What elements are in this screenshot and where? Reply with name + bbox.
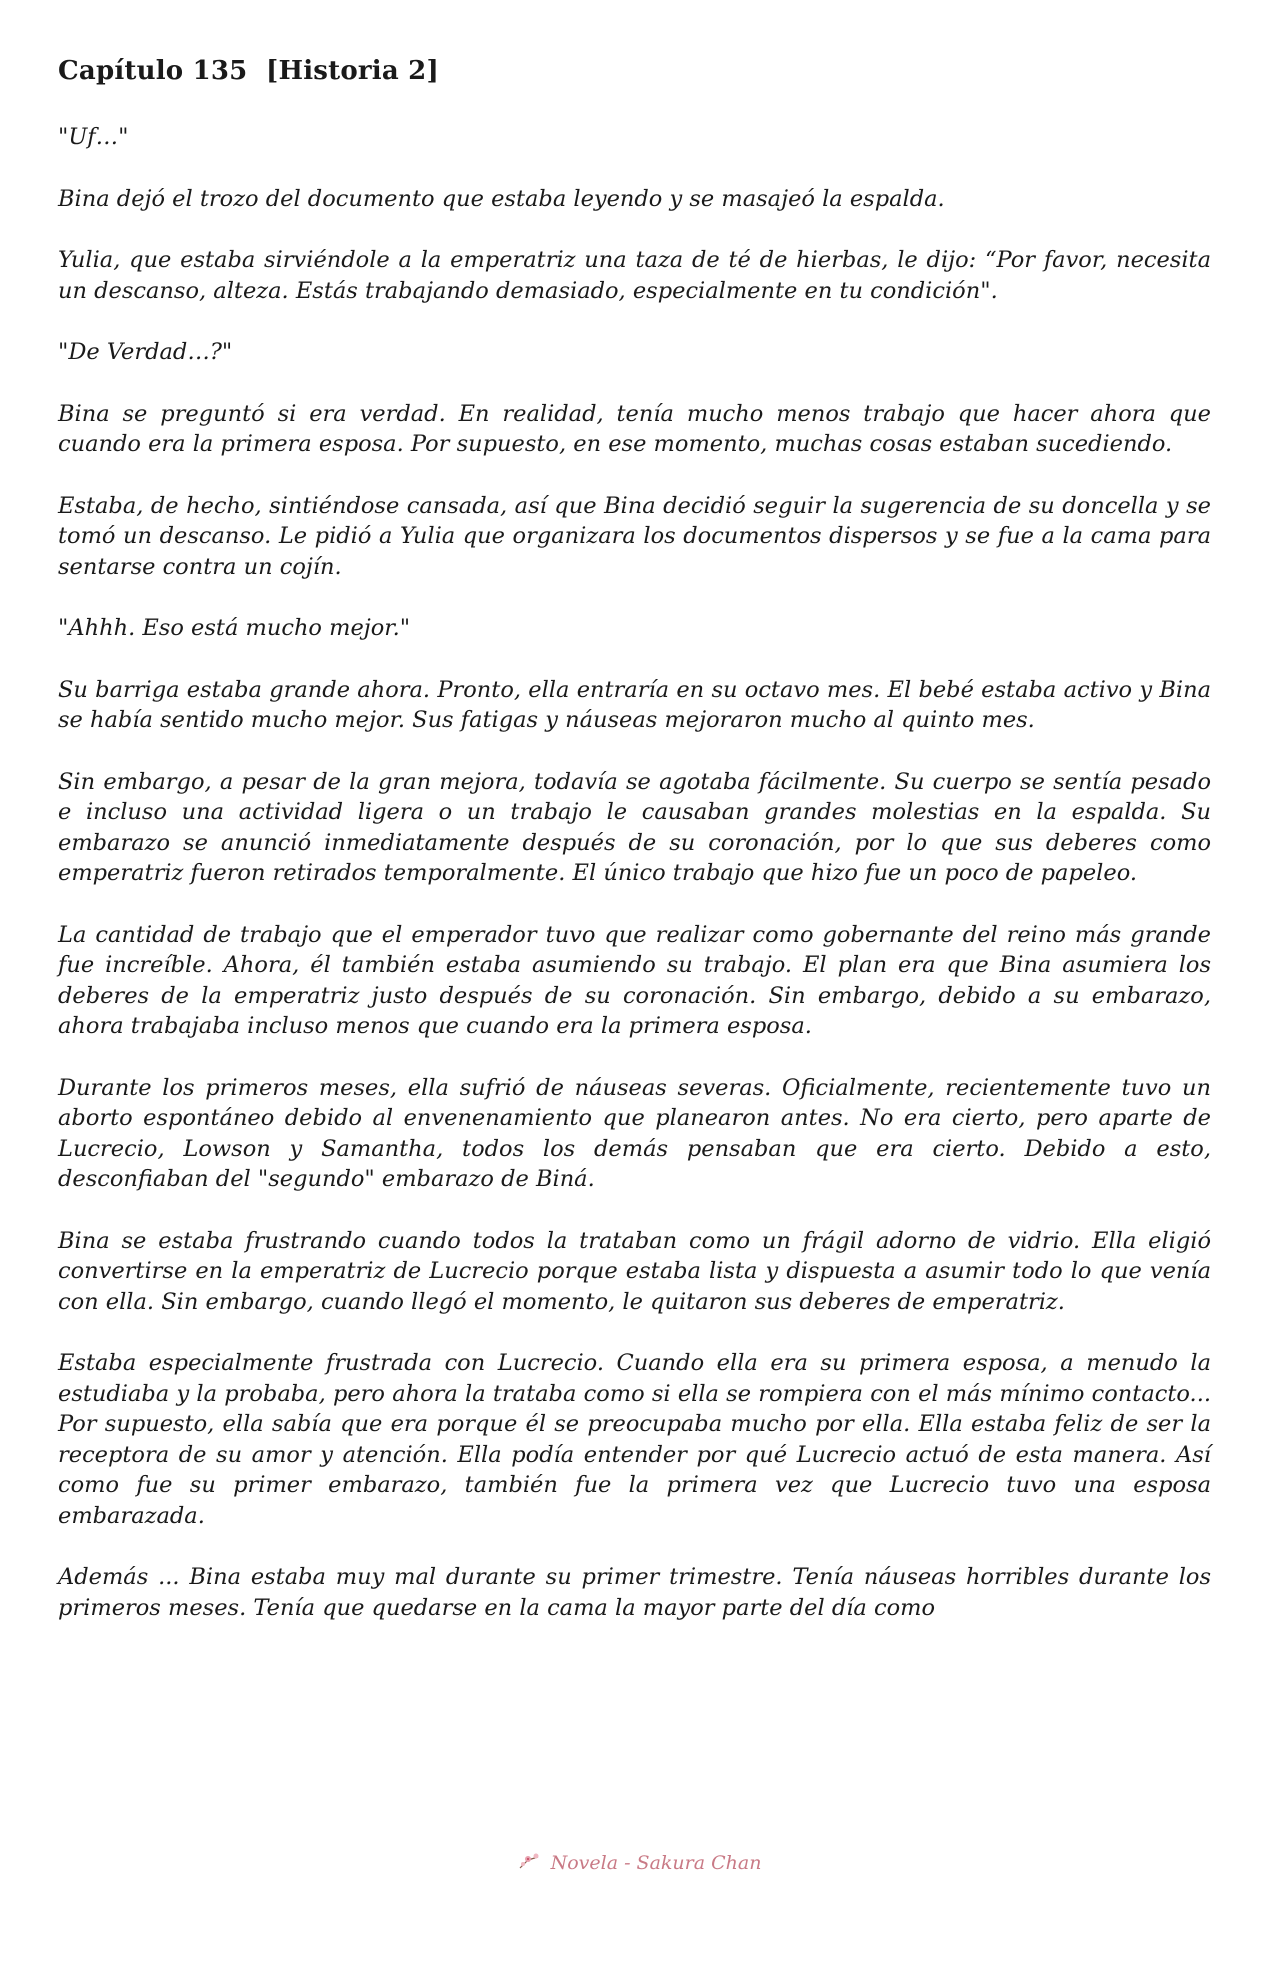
- chapter-title: Capítulo 135 [Historia 2]: [58, 56, 439, 86]
- paragraph: Bina se preguntó si era verdad. En realidad, tenía mucho menos trabajo que hacer ahora que cuando era la primera esposa. Por supuesto, en ese momento, muchas cosas estaban sucediendo.: [58, 400, 1211, 457]
- paragraph: Estaba, de hecho, sintiéndose cansada, así que Bina decidió seguir la sugerencia de su doncella y se tomó un descanso. Le pidió a Yulia que organizara los documentos dispersos y se fue a la cama para sentarse contra un cojín.: [58, 492, 1211, 580]
- paragraph: La cantidad de trabajo que el emperador tuvo que realizar como gobernante del reino más grande fue increíble. Ahora, él también estaba asumiendo su trabajo. El plan era que Bina asumiera los deberes de la emperatriz justo después de su coronación. Sin embargo, debido a su embarazo, ahora trabajaba incluso menos que cuando era la primera esposa.: [58, 921, 1211, 1039]
- paragraph: "Ahhh. Eso está mucho mejor.": [58, 615, 411, 641]
- paragraph: Bina se estaba frustrando cuando todos la trataban como un frágil adorno de vidrio. Ella eligió convertirse en la emperatriz de Lucrecio porque estaba lista y dispuesta a asumir todo lo que venía con ella. Sin embargo, cuando llegó el momento, le quitaron sus deberes de emperatriz.: [58, 1227, 1211, 1315]
- watermark-text: Novela - Sakura Chan: [550, 1852, 762, 1874]
- paragraph: Yulia, que estaba sirviéndole a la emperatriz una taza de té de hierbas, le dijo: “Por favor, necesita un descanso, alteza. Estás trabajando demasiado, especialmente en tu condición".: [58, 247, 1211, 304]
- cherry-blossom-icon: [519, 1852, 541, 1870]
- paragraph: Estaba especialmente frustrada con Lucrecio. Cuando ella era su primera esposa, a menudo la estudiaba y la probaba, pero ahora la trataba como si ella se rompiera con el más mínimo contacto... Por supuesto, ella sabía que era porque él se preocupaba mucho por ella. Ella estaba feliz de ser la receptora de su amor y atención. Ella podía entender por qué Lucrecio actuó de esta manera. Así como fue su primer embarazo, también fue la primera vez que Lucrecio tuvo una esposa embarazada.: [58, 1350, 1211, 1529]
- paragraph: Durante los primeros meses, ella sufrió de náuseas severas. Oficialmente, recientemente tuvo un aborto espontáneo debido al envenenamiento que planearon antes. No era cierto, pero aparte de Lucrecio, Lowson y Samantha, todos los demás pensaban que era cierto. Debido a esto, desconfiaban del "segundo" embarazo de Biná.: [58, 1074, 1211, 1192]
- paragraph: Sin embargo, a pesar de la gran mejora, todavía se agotaba fácilmente. Su cuerpo se sentía pesado e incluso una actividad ligera o un trabajo le causaban grandes molestias en la espalda. Su embarazo se anunció inmediatamente después de su coronación, por lo que sus deberes como emperatriz fueron retirados temporalmente. El único trabajo que hizo fue un poco de papeleo.: [58, 768, 1211, 886]
- document-page: [58, 56, 1211, 1654]
- paragraph: "De Verdad…?": [58, 339, 233, 365]
- paragraph: Además ... Bina estaba muy mal durante su primer trimestre. Tenía náuseas horribles durante los primeros meses. Tenía que quedarse en la cama la mayor parte del día como: [58, 1564, 1211, 1621]
- paragraph: "Uf…": [58, 124, 129, 150]
- watermark: [0, 1852, 1280, 1874]
- paragraph: Su barriga estaba grande ahora. Pronto, ella entraría en su octavo mes. El bebé estaba activo y Bina se había sentido mucho mejor. Sus fatigas y náuseas mejoraron mucho al quinto mes.: [58, 676, 1211, 733]
- paragraph: Bina dejó el trozo del documento que estaba leyendo y se masajeó la espalda.: [58, 185, 945, 212]
